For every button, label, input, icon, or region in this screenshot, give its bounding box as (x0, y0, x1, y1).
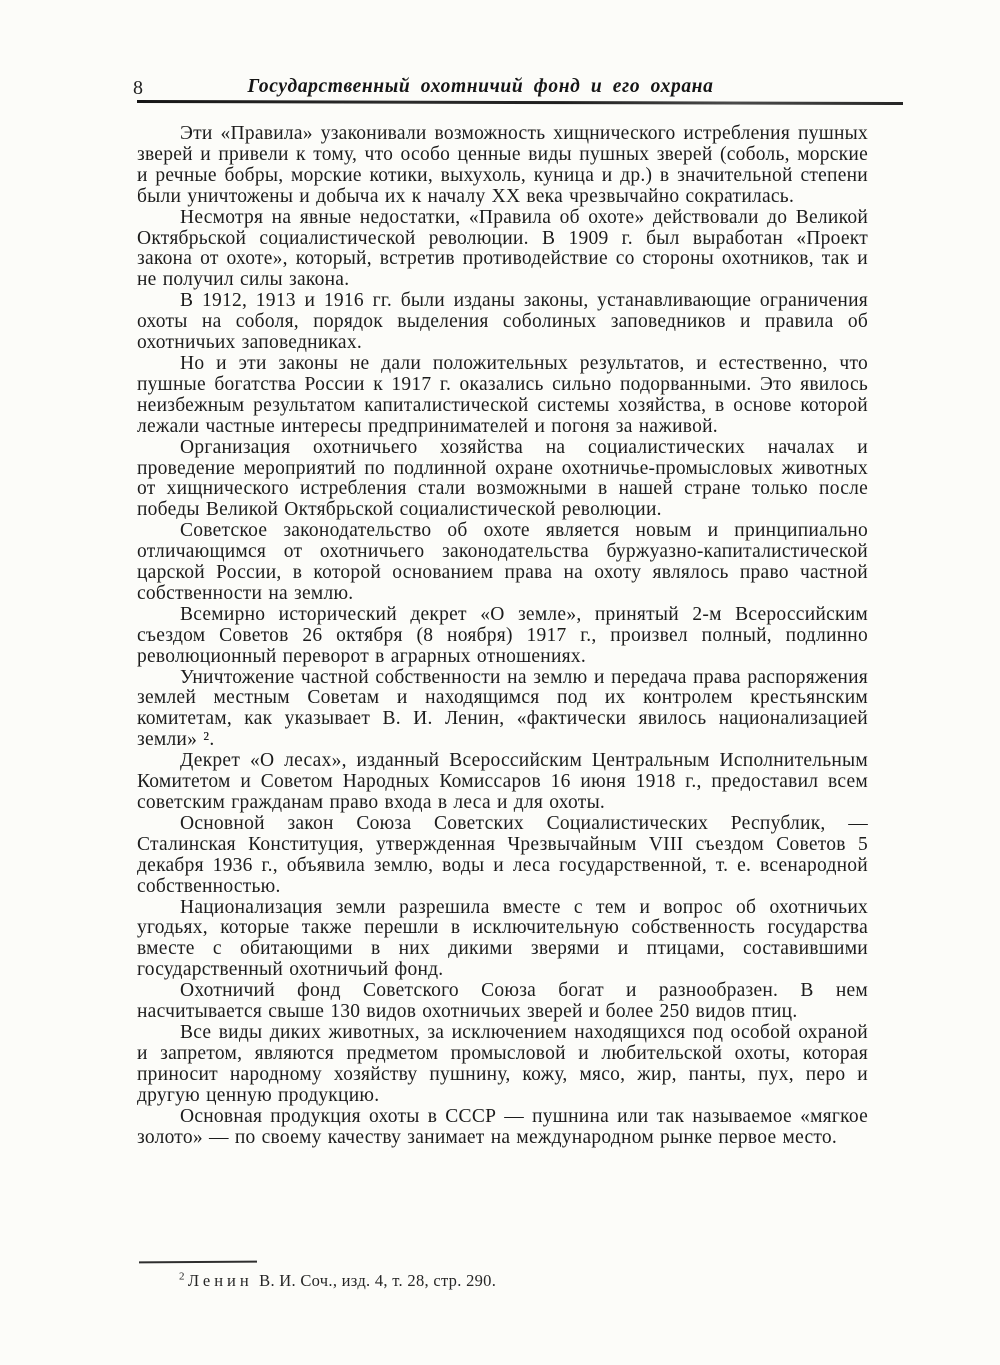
paragraph: В 1912, 1913 и 1916 гг. были изданы законы, устанавливающие ограничения охоты на соболя, порядок выделения соболиных заповедников и правила об охотничьих заповедниках. (137, 290, 868, 354)
paragraph: Советское законодательство об охоте является новым и принципиально отличающимся от охотничьего законодательства буржуазно-капиталистической царской России, в которой основанием права на охоту являлось право частной собственности на землю. (137, 520, 868, 604)
paragraph: Декрет «О лесах», изданный Всероссийским Центральным Исполнительным Комитетом и Советом Народных Комиссаров 16 июня 1918 г., предоставил всем советским гражданам право входа в леса и для охоты. (137, 750, 868, 813)
header-rule (137, 100, 903, 105)
paragraph: Основной закон Союза Советских Социалистических Республик, — Сталинская Конституция, утвержденная Чрезвычайным VIII съездом Советов 5 декабря 1936 г., объявила землю, воды и леса государственной, т. е. всенародной собственностью. (137, 812, 868, 897)
paragraph: Несмотря на явные недостатки, «Правила об охоте» действовали до Великой Октябрьской социалистической революции. В 1909 г. был выработан «Проект закона от охоте», который, встретив противодействие со стороны охотников, так и не получил силы закона. (137, 206, 868, 291)
page-body (137, 124, 868, 1148)
footnote (137, 1271, 868, 1291)
paragraph: Но и эти законы не дали положительных результатов, и естественно, что пушные богатства России к 1917 г. оказались сильно подорванными. Это явилось неизбежным результатом капиталистической системы хозяйства, в основе которой лежали частные интересы предпринимателей и погоня за наживой. (137, 352, 868, 437)
page-header (133, 76, 868, 102)
footnote-author: Ленин (187, 1271, 253, 1290)
paragraph: Все виды диких животных, за исключением находящихся под особой охраной и запретом, являются предметом промысловой и любительской охоты, которая приносит народному хозяйству пушнину, кожу, мясо, жир, панты, пух, перо и другую ценную продукцию. (137, 1021, 868, 1106)
paragraph: Организация охотничьего хозяйства на социалистических началах и проведение мероприятий по подлинной охране охотничье-промысловых животных от хищнического истребления стали возможными в нашей стране только после победы Великой Октябрьской социалистической революции. (137, 436, 868, 521)
paragraph: Всемирно исторический декрет «О земле», принятый 2-м Всероссийским съездом Советов 26 октября (8 ноября) 1917 г., произвел полный, подлинно революционный переворот в аграрных отношениях. (137, 603, 868, 667)
paragraph: Национализация земли разрешила вместе с тем и вопрос об охотничьих угодьях, которые также перешли в исключительную собственность государства вместе с обитающими в них дикими зверями и птицами, составившими государственный охотничьий фонд. (137, 896, 868, 981)
paragraph: Основная продукция охоты в СССР — пушнина или так называемое «мягкое золото» — по своему качеству занимает на международном рынке первое место. (137, 1105, 868, 1148)
footnote-marker: 2 (179, 1270, 185, 1283)
page-number: 8 (133, 77, 143, 99)
paragraph: Эти «Правила» узаконивали возможность хищнического истребления пушных зверей и привели к тому, что особо ценные виды пушных зверей (соболь, морские и речные бобры, морские котики, выхухоль, куница и др.) в значительной степени были уничтожены и добыча их к началу XX века чрезвычайно сократилась. (137, 123, 868, 207)
paragraph: Уничтожение частной собственности на землю и передача права распоряжения землей местным Советам и находящимся под их контролем крестьянским комитетам, как указывает В. И. Ленин, «фактически явилось национализацией земли» ². (137, 666, 868, 751)
footnote-rule (139, 1261, 257, 1264)
running-title: Государственный охотничий фонд и его охрана (247, 76, 714, 97)
paragraph: Охотничий фонд Советского Союза богат и разнообразен. В нем насчитывается свыше 130 видов охотничьих зверей и более 250 видов птиц. (137, 980, 868, 1023)
footnote-text: В. И. Соч., изд. 4, т. 28, стр. 290. (259, 1271, 497, 1290)
